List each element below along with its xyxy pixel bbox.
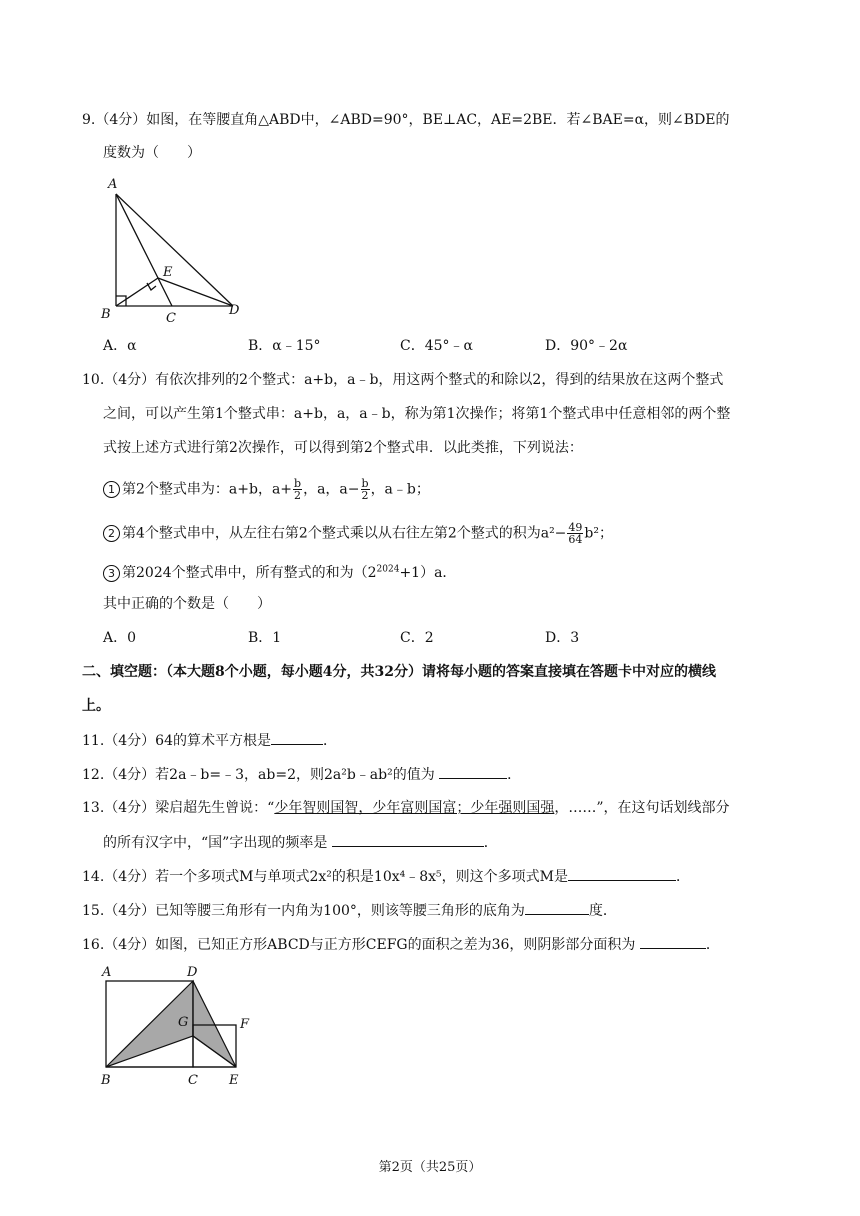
q13-line2 xyxy=(103,832,498,853)
q12 xyxy=(82,764,521,785)
q16-label-c: C xyxy=(188,1073,198,1088)
q11 xyxy=(82,730,337,751)
q16-label-b: B xyxy=(101,1073,111,1088)
q16-text: 16.（4分）如图，已知正方形ABCD与正方形CEFG的面积之差为36，则阴影部分面积为 xyxy=(82,937,640,953)
q15-suffix: 度． xyxy=(588,903,617,919)
q9-option-c[interactable]: C．45°﹣α xyxy=(400,338,473,354)
q10-option-a[interactable]: A．0 xyxy=(103,630,137,646)
statement-2-marker: 2 xyxy=(103,525,120,542)
q9-stem-line1: 9.（4分）如图，在等腰直角△ABD中，∠ABD=90°，BE⊥AC，AE=2BE．若∠BAE=α，则∠BDE的 xyxy=(82,112,730,128)
q13-line2-suffix: ． xyxy=(483,835,498,851)
q16-label-e: E xyxy=(229,1073,239,1088)
q16-label-d: D xyxy=(187,965,198,980)
q16-label-f: F xyxy=(240,1017,250,1032)
q10-s3-suffix: +1）a． xyxy=(399,565,457,581)
q12-answer-blank[interactable] xyxy=(439,764,507,779)
q10-statement-3 xyxy=(103,563,456,583)
q10-stem-line1: 10.（4分）有依次排列的2个整式：a+b，a﹣b，用这两个整式的和除以2，得到的结果放在这两个整式 xyxy=(82,372,724,388)
q14 xyxy=(82,866,690,887)
page-footer: 第2页（共25页） xyxy=(378,1160,482,1175)
q9-label-d: D xyxy=(229,303,240,318)
q15-text: 15.（4分）已知等腰三角形有一内角为100°，则该等腰三角形的底角为 xyxy=(82,903,525,919)
q10-s2-frac: $\frac{49}{64}$ xyxy=(568,521,583,546)
q16-answer-blank[interactable] xyxy=(640,934,706,949)
q10-option-d[interactable]: D．3 xyxy=(545,630,580,646)
q10-s1-suffix: ，a﹣b； xyxy=(370,481,430,498)
q14-answer-blank[interactable] xyxy=(568,866,676,881)
q10-stem-line2: 之间，可以产生第1个整式串：a+b，a，a﹣b，称为第1次操作；将第1个整式串中任意相邻的两个整 xyxy=(103,406,731,422)
q13-answer-blank[interactable] xyxy=(332,832,484,847)
q9-option-a[interactable]: A．α xyxy=(103,338,137,354)
q15-answer-blank[interactable] xyxy=(525,900,589,915)
q11-suffix: ． xyxy=(323,733,337,749)
q14-text: 14.（4分）若一个多项式M与单项式2x²的积是10x⁴﹣8x⁵，则这个多项式M是 xyxy=(82,869,568,885)
q11-answer-blank[interactable] xyxy=(271,730,323,745)
q10-statement-1 xyxy=(103,478,430,501)
q12-suffix: ． xyxy=(507,767,522,783)
statement-1-marker: 1 xyxy=(103,481,120,498)
q13-underlined-quote: 少年智则国智，少年富则国富；少年强则国强 xyxy=(274,800,555,816)
q9-label-b: B xyxy=(101,307,111,322)
q10-s3-prefix: 第2024个整式串中，所有整式的和为（2 xyxy=(122,565,377,581)
q10-s1-mid: ，a，a− xyxy=(303,481,360,498)
q10-ask: 其中正确的个数是（ ） xyxy=(103,596,271,612)
q11-text: 11.（4分）64的算术平方根是 xyxy=(82,733,271,749)
q10-option-b[interactable]: B．1 xyxy=(248,630,282,646)
statement-3-marker: 3 xyxy=(103,565,120,582)
q10-s3-sup: 2024 xyxy=(376,564,400,575)
q10-stem-line3: 式按上述方式进行第2次操作，可以得到第2个整式串．以此类推，下列说法： xyxy=(103,440,583,456)
q16-suffix: ． xyxy=(705,937,720,953)
section2-heading-line2: 上。 xyxy=(82,698,110,714)
q9-label-c: C xyxy=(166,311,176,324)
q9-label-a: A xyxy=(108,177,118,192)
q9-option-d[interactable]: D．90°﹣2α xyxy=(545,338,628,354)
q16-label-g: G xyxy=(178,1015,189,1030)
q10-s1-frac-2: $\frac{b}{2}$ xyxy=(361,477,369,502)
q9-figure xyxy=(96,172,256,324)
section2-heading-line1: 二、填空题：（本大题8个小题，每小题4分，共32分）请将每小题的答案直接填在答题卡中对应的横线 xyxy=(82,664,716,680)
q12-text: 12.（4分）若2a﹣b=﹣3，ab=2，则2a²b﹣ab²的值为 xyxy=(82,767,440,783)
q13-prefix: 13.（4分）梁启超先生曾说：“ xyxy=(82,800,275,816)
q9-option-b[interactable]: B．α﹣15° xyxy=(248,338,321,354)
q10-option-c[interactable]: C．2 xyxy=(400,630,434,646)
q13-line2-text: 的所有汉字中，“国”字出现的频率是 xyxy=(103,835,332,851)
q13-suffix: ，……”，在这句话划线部分 xyxy=(554,800,730,816)
q9-stem-line2: 度数为（ ） xyxy=(103,145,201,161)
q10-statement-2 xyxy=(103,522,613,545)
q16-label-a: A xyxy=(102,965,112,980)
q16 xyxy=(82,934,720,955)
q15 xyxy=(82,900,617,921)
q16-figure xyxy=(96,962,266,1092)
q10-s2-suffix: b²； xyxy=(584,525,613,542)
q10-s1-frac-1: $\frac{b}{2}$ xyxy=(294,477,302,502)
q10-s1-prefix: 第2个整式串为：a+b，a+ xyxy=(122,481,293,498)
q10-s2-text: 第4个整式串中，从左往右第2个整式乘以从右往左第2个整式的积为a²− xyxy=(122,525,567,542)
q14-suffix: ． xyxy=(676,869,690,885)
q9-label-e: E xyxy=(163,265,173,280)
q13-line1 xyxy=(82,798,730,818)
